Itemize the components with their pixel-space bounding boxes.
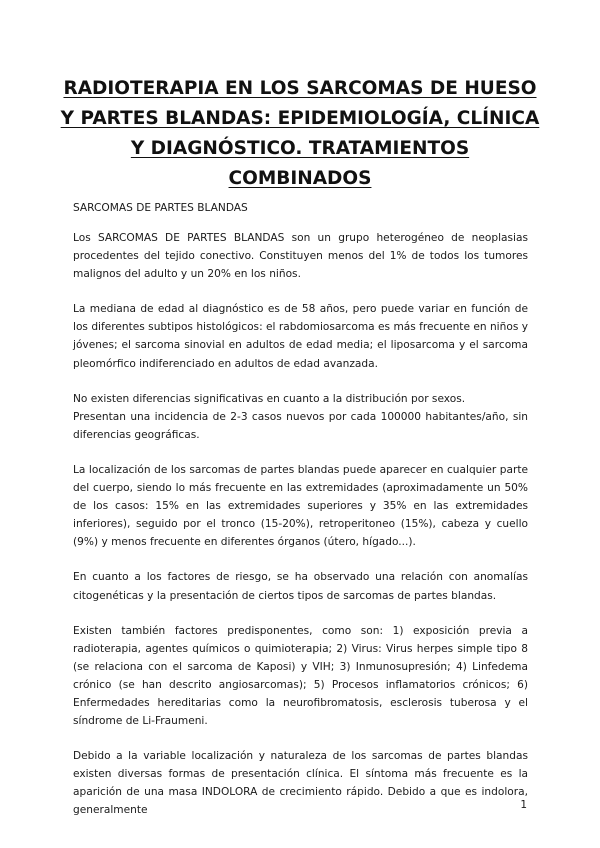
paragraph-risk-factors: En cuanto a los factores de riesgo, se ha observado una relación con anomalías citogenéticas y la presentación de ciertos tipos de sarcomas de partes blandas. (73, 571, 528, 602)
paragraph-localization: La localización de los sarcomas de partes blandas puede aparecer en cualquier parte del cuerpo, siendo lo más frecuente en las extremidades (aproximadamente un 50% de los casos: 15% en las extremidades superiores y 35% en las extremidades inferiores), seguido por el tronco (15-20%), retroperitoneo (15%), cabeza y cuello (9%) y menos frecuente en diferentes órganos (útero, hígado...). (73, 463, 528, 549)
paragraph-incidence: Presentan una incidencia de 2-3 casos nuevos por cada 100000 habitantes/año, sin diferencias geográficas. (73, 410, 528, 441)
page-number: 1 (520, 799, 527, 811)
paragraph-introduction: Los SARCOMAS DE PARTES BLANDAS son un grupo heterogéneo de neoplasias procedentes del tejido conectivo. Constituyen menos del 1% de todos los tumores malignos del adulto y un 20% en los niños. (73, 232, 528, 281)
section-heading: SARCOMAS DE PARTES BLANDAS (73, 202, 248, 214)
paragraph-median-age: La mediana de edad al diagnóstico es de 58 años, pero puede variar en función de los diferentes subtipos histológicos: el rabdomiosarcoma es más frecuente en niños y jóvenes; el sarcoma sinovial en adultos de edad media; el liposarcoma y el sarcoma pleomórfico indiferenciado en adultos de edad avanzada. (73, 303, 528, 370)
paragraph-predisposing-factors: Existen también factores predisponentes, como son: 1) exposición previa a radioterapia, agentes químicos o quimioterapia; 2) Virus: Virus herpes simple tipo 8 (se relaciona con el sarcoma de Kaposi) y VIH; 3) Inmunosupresión; 4) Linfedema crónico (se han descrito angiosarcomas); 5) Procesos inflamatorios crónicos; 6) Enfermedades hereditarias como la neurofibromatosis, esclerosis tuberosa y el síndrome de Li-Fraumeni. (73, 624, 528, 728)
document-title: RADIOTERAPIA EN LOS SARCOMAS DE HUESO Y PARTES BLANDAS: EPIDEMIOLOGÍA, CLÍNICA Y DIAGNÓSTICO. TRATAMIENTOS COMBINADOS (60, 78, 540, 189)
document-body (73, 199, 528, 837)
paragraph-clinical-presentation: Debido a la variable localización y naturaleza de los sarcomas de partes blandas existen diversas formas de presentación clínica. El síntoma más frecuente es la aparición de una masa INDOLORA de crecimiento rápido. Debido a que es indolora, generalmente (73, 750, 528, 817)
paragraph-sex-distribution: No existen diferencias significativas en cuanto a la distribución por sexos. (73, 392, 466, 405)
